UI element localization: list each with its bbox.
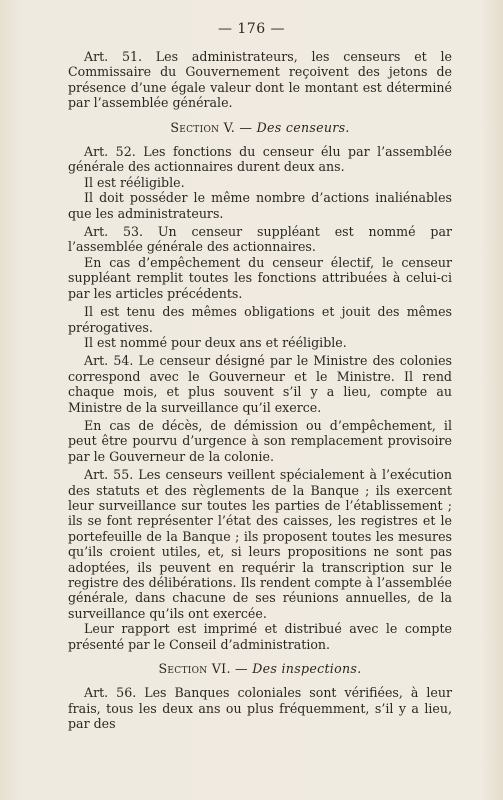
paragraph: En cas d’empêchement du censeur électif, le censeur suppléant remplit toutes les fonctions attribuées à celui-ci par les articles précédents. (68, 254, 452, 301)
paragraph-art-52: Art. 52. Les fonctions du censeur élu par l’assemblée générale des actionnaires durent deux ans. (68, 144, 452, 175)
paragraph: Il doit posséder le même nombre d’actions inaliénables que les administrateurs. (68, 190, 452, 221)
section-title: Des inspections. (252, 661, 362, 677)
section-title: Des censeurs. (256, 119, 350, 135)
paragraph-art-55: Art. 55. Les censeurs veillent spécialement à l’exécution des statuts et des règlements de la Banque ; ils exercent leur surveillance sur toutes les parties de l’établissement ; ils se font représenter l’état des caisses, les registres et le portefeuille de la Banque ; ils proposent toutes les mesures qu’ils croient utiles, et, si leurs propositions ne sont pas adoptées, ils peuvent en requérir la transcription sur le registre des délibérations. Ils rendent compte à l’assemblée générale, dans chacune de ses réunions annuelles, de la surveillance qu’ils ont exercée. (68, 467, 452, 621)
paragraph-art-53: Art. 53. Un censeur suppléant est nommé par l’assemblée générale des actionnaires. (68, 224, 452, 255)
page-body (68, 49, 452, 732)
paragraph: Il est rééligible. (84, 174, 185, 190)
paragraph-art-51: Art. 51. Les administrateurs, les censeurs et le Commissaire du Gouvernement reçoivent des jetons de présence d’une égale valeur dont le montant est déterminé par l’assemblée générale. (68, 49, 452, 111)
page-number: — 176 — (217, 21, 286, 37)
paragraph: Il est nommé pour deux ans et rééligible. (84, 334, 347, 350)
paragraph-art-56: Art. 56. Les Banques coloniales sont vérifiées, à leur frais, tous les deux ans ou plus fréquemment, s’il y a lieu, par des (68, 685, 452, 732)
paragraph-art-54: Art. 54. Le censeur désigné par le Ministre des colonies correspond avec le Gouverneur et le Ministre. Il rend chaque mois, et plus souvent s’il y a lieu, compte au Ministre de la surveillance qu’il exerce. (68, 353, 452, 415)
section-heading-vi (68, 661, 452, 676)
paragraph: En cas de décès, de démission ou d’empêchement, il peut être pourvu d’urgence à son remplacement provisoire par le Gouverneur de la colonie. (68, 417, 452, 464)
section-heading-v (68, 120, 452, 135)
paragraph: Il est tenu des mêmes obligations et jouit des mêmes prérogatives. (68, 304, 452, 335)
section-label: Section VI. — (158, 661, 248, 677)
paragraph: Leur rapport est imprimé et distribué avec le compte présenté par le Conseil d’administration. (68, 621, 452, 652)
section-label: Section V. — (170, 119, 253, 135)
